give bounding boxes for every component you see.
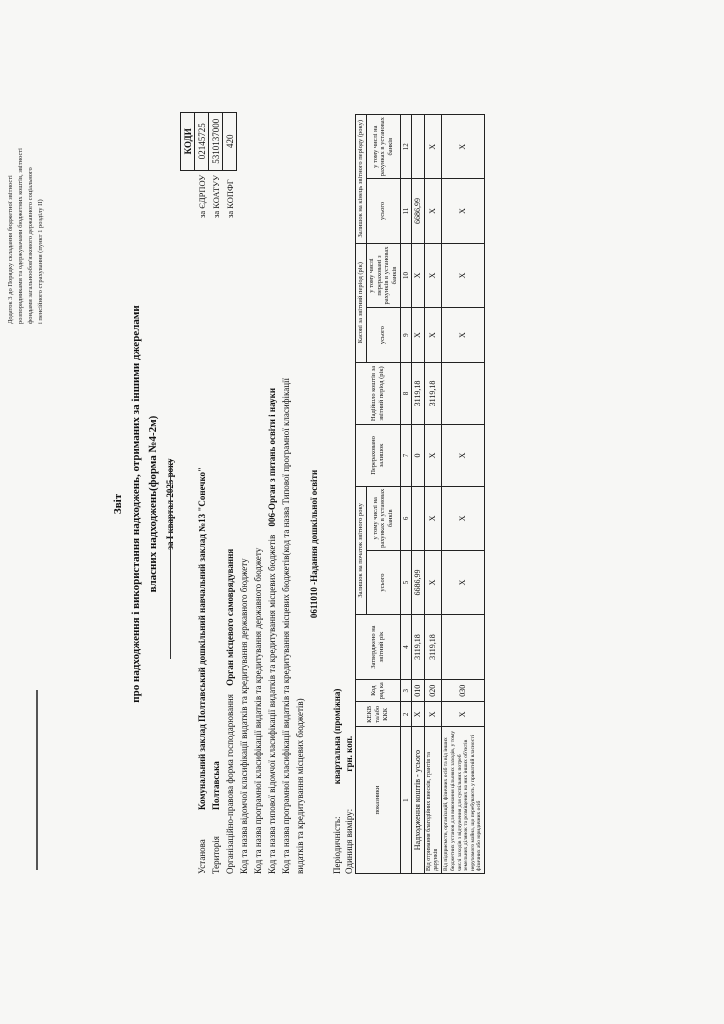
classification-row: Код та назва відомчої класифікації видатків та кредитування державного бюджету <box>239 558 249 874</box>
col-header-balance-start: Залишок на початок звітного року <box>356 486 367 614</box>
periodicity-value: квартальна (проміжна) <box>332 688 342 785</box>
row-name: Надходження коштів - усього <box>412 727 425 874</box>
codes-table <box>180 112 237 224</box>
col-header-incl-accounts: у тому числі на рахунках в установах банків <box>366 115 400 179</box>
legal-form-label: Організаційно-правова форма господарювання <box>225 694 235 874</box>
row-name: Від отримання благодійних внесків, грантів та дарунків <box>424 727 441 874</box>
title-underline <box>170 459 171 659</box>
classification-row: Код та назва програмної класифікації видатків та кредитування місцевих бюджетів(код та назва Типової програмної класифікації <box>281 377 291 874</box>
classification-row: видатків та кредитування місцевих бюджетів) <box>295 698 305 874</box>
unit-value: грн. коп. <box>344 735 354 772</box>
institution-value: Комунальний заклад Полтавський дошкільний навчальний заклад №13 "Сонечко" <box>197 466 207 810</box>
legal-form-value: Орган місцевого самоврядування <box>225 548 235 686</box>
annex-line: фондами загальнообов'язкового державного соціального <box>27 167 35 324</box>
code-label: за ЄДРПОУ <box>196 174 207 218</box>
legal-form-row <box>224 214 238 874</box>
code-value: 5310137000 <box>209 112 223 170</box>
unit-label: Одиниця виміру: <box>344 808 354 874</box>
program-value: 0611010 -Надання дошкільної освіти <box>309 469 319 619</box>
col-header-total: усього <box>366 179 400 243</box>
title-line: Звіт <box>112 493 124 515</box>
unit-of-measure <box>344 736 354 874</box>
table-row: Від підприємств, організацій, фізичних осіб та від інших бюджетних установ для виконання цільових заходів, у тому числі заходів з відчуження для суспільних потреб земельних ділянок та розміщених на них інших об'єктів нерухомого майна, що перебувають у приватній власності фізичних або юридичних осіб X 030 X X X X X X X <box>442 115 485 874</box>
col-header-code: Код ряд ка <box>356 679 401 702</box>
report-period: за I квартал 2025 року <box>164 458 175 550</box>
code-value: 02145725 <box>195 112 209 170</box>
table-row: Від отримання благодійних внесків, грантів та дарунків X 020 3119,18 X X X 3119,18 X X X X <box>424 115 441 874</box>
annex-line: Додаток 3 до Порядку складання бюджетної звітності <box>7 175 14 324</box>
col-header-indicators: показники <box>356 727 401 874</box>
title-line: власних надходжень(форма №4-2м) <box>147 415 160 593</box>
institution-label: Установа <box>197 839 207 874</box>
department-value: 006-Орган з питань освіти і науки <box>267 387 277 527</box>
report-table <box>355 114 485 874</box>
annex-note <box>6 24 46 324</box>
annex-line: і пенсійного страхування (пункт 1 розділу II) <box>37 199 45 324</box>
territory-value: Полтавська <box>211 761 221 810</box>
territory-label: Територія <box>211 836 221 874</box>
periodicity <box>332 689 342 874</box>
institution-info <box>196 214 322 874</box>
col-header-cash-spent: Касові за звітний період (рік) <box>356 243 367 362</box>
row-name: Від підприємств, організацій, фізичних осіб та від інших бюджетних установ для виконання цільових заходів, у тому числі заходів з відчуження для суспільних потреб земельних ділянок та розміщених на них інших об'єктів нерухомого майна, що перебувають у приватній власності фізичних або юридичних осіб <box>442 727 485 874</box>
report-title <box>110 154 177 854</box>
col-header-received: Надійшло коштів за звітний період (рік) <box>356 362 401 424</box>
col-header-total: усього <box>366 308 400 362</box>
title-line: про надходження і використання надходжень, отриманих за іншими джерелами <box>129 305 142 703</box>
code-label: за КОАТУУ <box>210 174 221 218</box>
institution-row <box>196 214 210 874</box>
classification-row: Код та назва типової відомчої класифікації видатків та кредитування місцевих бюджетів 006-Орган з питань освіти і науки <box>267 387 277 874</box>
col-header-balance-end: Залишок на кінець звітного періоду (року) <box>356 115 367 244</box>
code-label: за КОПФГ <box>224 179 235 218</box>
col-header-kekv: КЕКВ та/або ККК <box>356 702 401 727</box>
col-header-incl-transferred: у тому числі перераховані з рахунків в установах банків <box>366 243 400 308</box>
code-value: 420 <box>223 112 237 170</box>
territory-row <box>210 214 224 874</box>
codes-header: КОДИ <box>181 112 195 170</box>
col-header-total: усього <box>366 550 400 614</box>
annex-line: розпорядниками та одержувачами бюджетних коштів, звітності <box>17 148 25 324</box>
periodicity-label: Періодичність: <box>332 816 342 874</box>
table-row: Надходження коштів - усього X 010 3119,18 6686,99 0 3119,18 X X 6686,99 <box>412 115 425 874</box>
column-number-row: 1 2 3 4 5 6 7 8 9 10 11 12 <box>400 115 411 874</box>
col-header-transferred: Перераховано залишок <box>356 425 401 486</box>
classification-row: Код та назва програмної класифікації видатків та кредитування державного бюджету <box>253 547 263 874</box>
col-header-approved: Затверджено на звітний рік <box>356 615 401 680</box>
col-header-incl-accounts: у тому числі на рахунках в установах банків <box>366 486 400 550</box>
